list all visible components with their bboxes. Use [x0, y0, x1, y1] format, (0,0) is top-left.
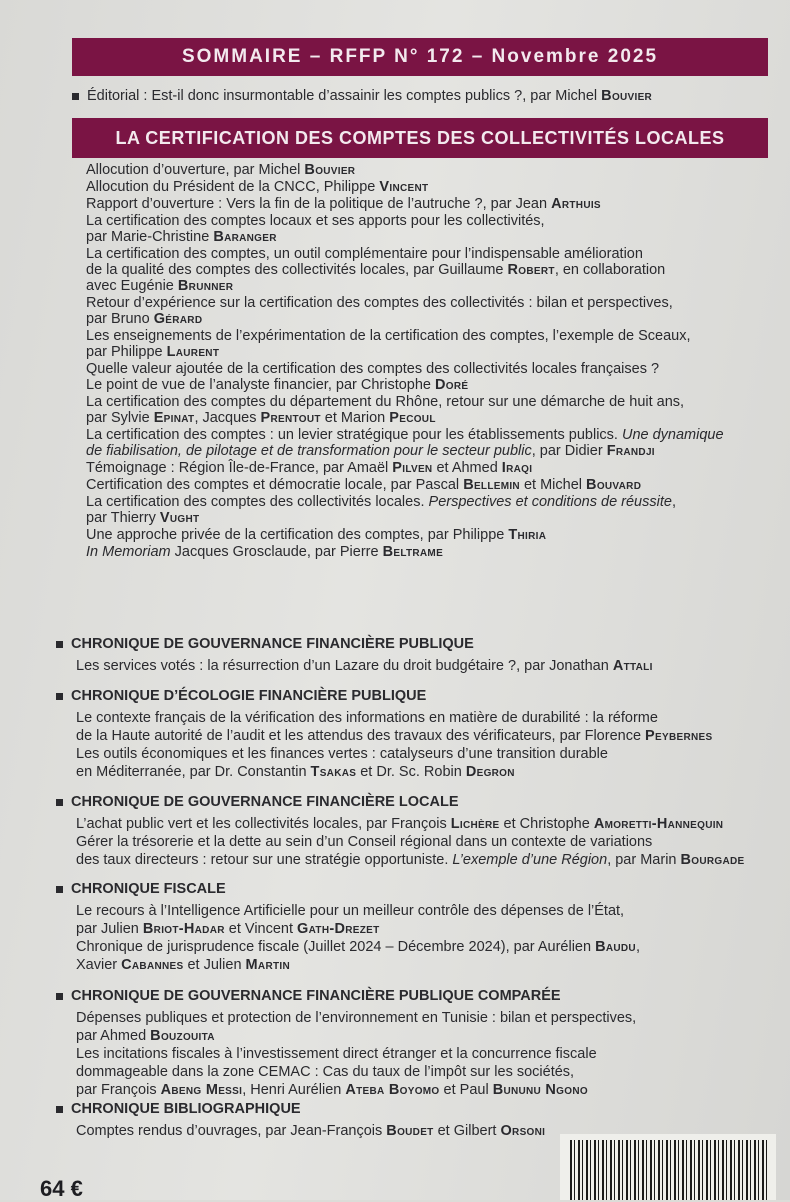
bullet-icon [56, 693, 63, 700]
chronicle-body [76, 658, 766, 674]
author-name: Tsakas [310, 764, 357, 780]
chronicle-section [56, 636, 766, 676]
author-name: Ateba Boyomo [345, 1082, 440, 1098]
entry-text: Comptes rendus d’ouvrages, par Jean-François [76, 1123, 387, 1139]
entry-text: par Marie-Christine [86, 229, 214, 245]
entry-text: par Sylvie [86, 410, 154, 426]
author-name: Cabannes [121, 957, 184, 973]
list-item [76, 746, 766, 762]
entry-line [86, 410, 766, 426]
entry-text: et Michel [519, 477, 587, 493]
chronicle-title: CHRONIQUE FISCALE [71, 881, 226, 897]
entry-text: Xavier [76, 957, 122, 973]
entry-text: par Thierry [86, 510, 160, 526]
chronicle-body [76, 1010, 766, 1098]
list-item [86, 477, 766, 493]
entry-line [86, 377, 766, 393]
entry-text: Les enseignements de l’expérimentation de la certification des comptes, l’exemple de Sceaux, [86, 328, 691, 344]
entry-text: des taux directeurs : retour sur une stratégie opportuniste. [76, 852, 453, 868]
entry-text: Rapport d’ouverture : Vers la fin de la politique de l’autruche ?, par Jean [86, 196, 552, 212]
author-name: Baranger [213, 229, 277, 245]
author-name: Baudu [595, 939, 636, 955]
chronicle-title: CHRONIQUE BIBLIOGRAPHIQUE [71, 1101, 301, 1117]
list-item [76, 1028, 766, 1044]
entry-text: , [635, 939, 640, 955]
entry-text: Les incitations fiscales à l’investissement direct étranger et la concurrence fiscale [76, 1046, 597, 1062]
entry-text: La certification des comptes : un levier stratégique pour les établissements publics. [86, 427, 622, 443]
entry-text: en Méditerranée, par Dr. Constantin [76, 764, 311, 780]
editorial-text: Éditorial : Est-il donc insurmontable d’assainir les comptes publics ?, par Michel [87, 88, 602, 104]
author-name: Brunner [177, 278, 234, 294]
list-item [86, 213, 766, 245]
author-name: Attali [612, 658, 653, 674]
entry-text: Une dynamique [621, 427, 724, 443]
entry-text: , Jacques [194, 410, 261, 426]
entry-line [86, 443, 766, 459]
entry-text: et Gilbert [433, 1123, 501, 1139]
chronicle-title: CHRONIQUE DE GOUVERNANCE FINANCIÈRE LOCALE [71, 794, 459, 810]
entry-text: de la Haute autorité de l’audit et les attendus des travaux des vérificateurs, par Florence [76, 728, 646, 744]
chronicle-heading [56, 636, 766, 652]
bullet-icon [56, 1106, 63, 1113]
entry-line [86, 494, 766, 510]
list-item [86, 427, 766, 459]
entry-line [86, 477, 766, 493]
entry-line [86, 295, 766, 311]
entry-text: et Christophe [499, 816, 594, 832]
author-name: Bourgade [680, 852, 745, 868]
author-name: Gath-Drezet [297, 921, 380, 937]
author-name: Gérard [153, 311, 203, 327]
entry-text: , en collaboration [554, 262, 666, 278]
chronicle-heading [56, 688, 766, 704]
entry-text: Le contexte français de la vérification des informations en matière de durabilité : la réforme [76, 710, 658, 726]
entry-line [86, 460, 766, 476]
entry-line [86, 196, 766, 212]
entry-text: La certification des comptes des collectivités locales. [86, 494, 429, 510]
entry-text: et Marion [320, 410, 390, 426]
author-name: Pecoul [389, 410, 436, 426]
chronicle-title: CHRONIQUE D’ÉCOLOGIE FINANCIÈRE PUBLIQUE [71, 688, 427, 704]
entry-text: Perspectives et conditions de réussite [428, 494, 672, 510]
bullet-icon [56, 799, 63, 806]
chronicle-body [76, 903, 766, 973]
entry-text: Témoignage : Région Île-de-France, par Amaël [86, 460, 393, 476]
list-item [86, 361, 766, 393]
chronicle-heading [56, 794, 766, 810]
entry-line [86, 246, 766, 262]
entry-text: Gérer la trésorerie et la dette au sein d’un Conseil régional dans un contexte de variations [76, 834, 653, 850]
list-item [76, 852, 766, 868]
list-item [86, 544, 766, 560]
author-name: Peybernes [645, 728, 713, 744]
barcode [570, 1140, 770, 1200]
chronicle-title: CHRONIQUE DE GOUVERNANCE FINANCIÈRE PUBLIQUE COMPARÉE [71, 988, 561, 1004]
entry-line [86, 361, 766, 377]
list-item [76, 939, 766, 955]
author-name: Abeng Messi [160, 1082, 243, 1098]
author-name: Doré [435, 377, 469, 393]
author-name: Robert [507, 262, 555, 278]
entry-text: Le recours à l’Intelligence Artificielle pour un meilleur contrôle des dépenses de l’État, [76, 903, 625, 919]
entry-italic: L’exemple d’une Région [452, 852, 608, 868]
entry-text: Allocution d’ouverture, par Michel [86, 162, 305, 178]
author-name: Thiria [508, 527, 547, 543]
entry-text: et Paul [439, 1082, 493, 1098]
entry-text: , par Didier [531, 443, 607, 459]
list-item [86, 527, 766, 543]
entry-line [86, 213, 766, 229]
entry-line [86, 311, 766, 327]
author-name: Beltrame [382, 544, 444, 560]
summary-banner [72, 38, 768, 76]
author-name: Epinat [153, 410, 195, 426]
entry-text: de fiabilisation, de pilotage et de transformation pour le secteur public [86, 443, 532, 459]
bullet-icon [56, 886, 63, 893]
list-item [86, 328, 766, 360]
list-item [86, 460, 766, 476]
list-item [76, 710, 766, 726]
entry-text: et Vincent [224, 921, 298, 937]
entry-text: La certification des comptes du département du Rhône, retour sur une démarche de huit ans, [86, 394, 685, 410]
entry-text: avec Eugénie [86, 278, 178, 294]
list-item [76, 1010, 766, 1026]
author-name: Martin [245, 957, 290, 973]
author-name: Pilven [392, 460, 433, 476]
author-name: Bouzouita [150, 1028, 215, 1044]
bullet-icon [56, 993, 63, 1000]
chronicle-body [76, 710, 766, 780]
bullet-icon [72, 93, 79, 100]
chronicle-section [56, 794, 766, 870]
entry-text: Les services votés : la résurrection d’un Lazare du droit budgétaire ?, par Jonathan [76, 658, 613, 674]
list-item [76, 1046, 766, 1062]
chronicle-section [56, 988, 766, 1100]
author-name: Amoretti-Hannequin [593, 816, 724, 832]
price: 64 € [40, 1176, 83, 1201]
editorial-entry [72, 88, 772, 104]
list-item [76, 658, 766, 674]
entry-text: In Memoriam [86, 544, 171, 560]
entry-text: par Ahmed [76, 1028, 151, 1044]
author-name: Vincent [379, 179, 429, 195]
author-name: Iraqi [501, 460, 533, 476]
list-item [86, 494, 766, 526]
author-name: Briot-Hadar [142, 921, 225, 937]
entry-text: et Dr. Sc. Robin [356, 764, 466, 780]
list-item [76, 834, 766, 850]
entry-line [86, 328, 766, 344]
entry-line [86, 179, 766, 195]
entry-line [86, 394, 766, 410]
list-item [86, 179, 766, 195]
chronicle-heading [56, 881, 766, 897]
entry-line [86, 162, 766, 178]
author-name: Boudet [386, 1123, 434, 1139]
list-item [76, 957, 766, 973]
entry-text: , par Marin [607, 852, 681, 868]
list-item [86, 394, 766, 426]
entry-text: par Julien [76, 921, 143, 937]
author-name: Degron [465, 764, 515, 780]
entry-text: et Julien [183, 957, 246, 973]
author-name: Frandji [606, 443, 655, 459]
section-title: LA CERTIFICATION DES COMPTES DES COLLECTIVITÉS LOCALES [115, 127, 725, 148]
entry-text: par Philippe [86, 344, 167, 360]
list-item [86, 196, 766, 212]
list-item [76, 1082, 766, 1098]
entry-text: , Henri Aurélien [242, 1082, 346, 1098]
list-item [76, 816, 766, 832]
entry-text: Une approche privée de la certification des comptes, par Philippe [86, 527, 509, 543]
chronicle-body [76, 816, 766, 868]
entry-line [86, 278, 766, 294]
entry-line [86, 229, 766, 245]
author-name: Prentout [260, 410, 321, 426]
author-name: Vught [159, 510, 200, 526]
list-item [76, 728, 766, 744]
entry-text: Le point de vue de l’analyste financier, par Christophe [86, 377, 436, 393]
author-name: Bununu Ngono [492, 1082, 588, 1098]
list-item [76, 1064, 766, 1080]
entry-text: La certification des comptes, un outil complémentaire pour l’indispensable amélioration [86, 246, 643, 262]
author-name: Bouvard [586, 477, 642, 493]
author-name: Orsoni [500, 1123, 546, 1139]
entry-text: La certification des comptes locaux et ses apports pour les collectivités, [86, 213, 545, 229]
entry-text: , [671, 494, 676, 510]
list-item [76, 764, 766, 780]
entry-text: par Bruno [86, 311, 154, 327]
entry-text: Dépenses publiques et protection de l’environnement en Tunisie : bilan et perspectives, [76, 1010, 637, 1026]
entry-text: Allocution du Président de la CNCC, Philippe [86, 179, 380, 195]
bullet-icon [56, 641, 63, 648]
entry-line [86, 527, 766, 543]
entry-text: Jacques Grosclaude, par Pierre [170, 544, 383, 560]
entry-text: Retour d’expérience sur la certification des comptes des collectivités : bilan et perspectives, [86, 295, 673, 311]
section-entries [86, 162, 766, 561]
author-name: Bellemin [463, 477, 520, 493]
entry-text: Quelle valeur ajoutée de la certification des comptes des collectivités locales françaises ? [86, 361, 660, 377]
entry-text: Certification des comptes et démocratie locale, par Pascal [86, 477, 464, 493]
chronicle-heading [56, 988, 766, 1004]
entry-text: par François [76, 1082, 161, 1098]
chronicle-title: CHRONIQUE DE GOUVERNANCE FINANCIÈRE PUBLIQUE [71, 636, 474, 652]
chronicle-section [56, 688, 766, 782]
entry-line [86, 344, 766, 360]
author-name: Bouvier [304, 162, 356, 178]
entry-line [86, 262, 766, 278]
entry-text: L’achat public vert et les collectivités locales, par François [76, 816, 451, 832]
entry-line [86, 427, 766, 443]
author-name: Lichère [450, 816, 500, 832]
entry-text: et Ahmed [432, 460, 502, 476]
section-banner [72, 118, 768, 158]
author-name: Laurent [166, 344, 220, 360]
entry-text: Les outils économiques et les finances vertes : catalyseurs d’une transition durable [76, 746, 608, 762]
chronicle-section [56, 881, 766, 975]
editorial-author: Bouvier [601, 88, 653, 104]
author-name: Arthuis [551, 196, 601, 212]
entry-line [86, 510, 766, 526]
summary-title: SOMMAIRE – RFFP N° 172 – Novembre 2025 [181, 46, 659, 67]
list-item [76, 921, 766, 937]
list-item [86, 246, 766, 294]
chronicle-heading [56, 1101, 766, 1117]
entry-text: de la qualité des comptes des collectivités locales, par Guillaume [86, 262, 508, 278]
entry-text: Chronique de jurisprudence fiscale (Juillet 2024 – Décembre 2024), par Aurélien [76, 939, 596, 955]
list-item [86, 295, 766, 327]
entry-text: dommageable dans la zone CEMAC : Cas du taux de l’impôt sur les sociétés, [76, 1064, 575, 1080]
list-item [86, 162, 766, 178]
entry-line [86, 544, 766, 560]
list-item [76, 903, 766, 919]
